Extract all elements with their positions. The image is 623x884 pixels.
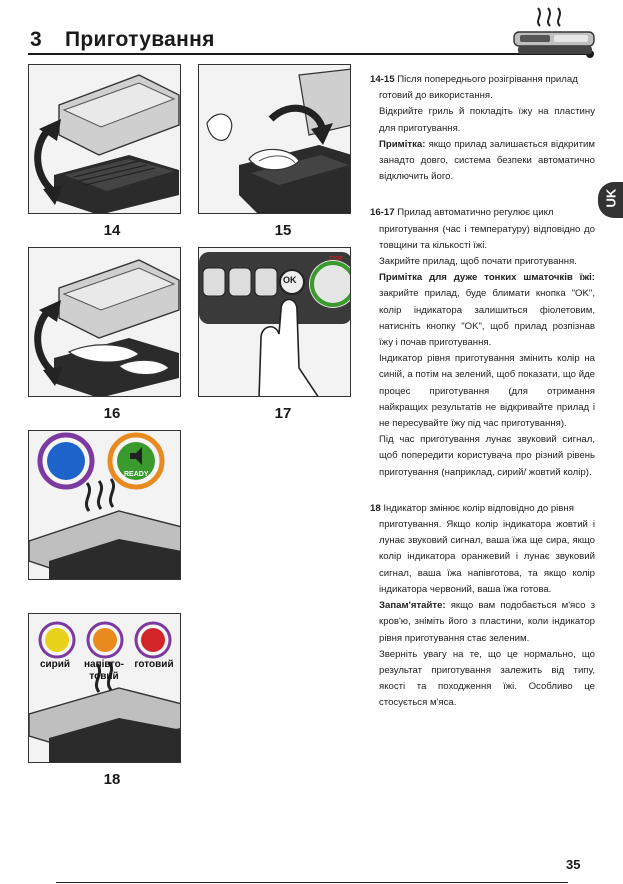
step-14-15 [370, 72, 595, 185]
step-18-levels: приготування. Якщо колір індикатора жовтий і лунає звуковий сигнал, ваша їжа ще сира, якщо колір індикатора оранжевий і лунає звуковий сигнал, ваша їжа напівготова, та якщо колір індикатора червоний, ваша їжа готова. [379, 519, 595, 595]
header-rule [28, 53, 590, 55]
step-18-number: 18 [370, 502, 381, 514]
step-16-17-indicator: Індикатор рівня приготування змінить колір на синій, а потім на зелений, щоб показати, що йде процес приготування (для отримання найкращих результатів не відкривайте прилад і не пересувайте їжу під час приготування). [379, 353, 595, 430]
thin-food-note-text: закрийте прилад, буде блимати кнопка "OK", колір індикатора залишиться фіолетовим, натисніть кнопку "OK", щоб прилад розпізнав їжу і почав приготування. [379, 288, 595, 349]
figure-16-panel [28, 247, 181, 397]
step-14-15-open: Відкрийте гриль й покладіть їжу на пластину для приготування. [379, 106, 595, 134]
ready-label: READY [124, 471, 149, 478]
step-18-note-quality: Зверніть увагу на те, що це нормально, що результат приготування залежить від типу, якості та походження їжі. Особливо це стосується м'яса. [379, 648, 595, 709]
step-16-17-close: Закрийте прилад, щоб почати приготування. [379, 256, 577, 268]
step-14-15-text: Після попереднього розігрівання прилад [397, 74, 578, 85]
step-16-17-text: Прилад автоматично регулює цикл [394, 207, 554, 219]
figure-15-panel [198, 64, 351, 214]
grill-header-icon [510, 4, 598, 58]
thin-food-note-label: Примітка для дуже тонких шматочків їжі: [379, 272, 595, 284]
figure-indicator-panel [28, 430, 181, 580]
step-18 [370, 501, 595, 712]
step-16-17-number: 16-17 [370, 207, 395, 219]
level-medium-label: напівго- товий [83, 659, 125, 682]
note-label: Примітка: [379, 138, 426, 150]
section-title: Приготування [65, 28, 215, 51]
step-16-17-beep: Під час приготування лунає звуковий сигнал, щоб попередити користувача про різний рівень приготування (наприклад, сирий/ жовтий колір). [379, 434, 595, 478]
step-14-15-number: 14-15 [370, 74, 395, 85]
level-done-label: готовий [134, 659, 174, 670]
footer-rule [56, 882, 568, 883]
remember-label: Запам'ятайте: [379, 600, 446, 612]
instructions-column [370, 72, 595, 714]
step-16-17 [370, 205, 595, 480]
figure-14-panel [28, 64, 181, 214]
level-raw-label: сирий [39, 659, 71, 670]
step-14-15-note [370, 137, 595, 186]
ok-button-label: OK [283, 275, 297, 285]
figure-16-label: 16 [103, 405, 121, 422]
remember-text: якщо вам подобається м'ясо з кров'ю, зніміть його з пластини, коли індикатор рівня приготування стає зеленим. [379, 600, 595, 644]
section-header [30, 28, 590, 52]
step-18-remember [370, 598, 595, 647]
step-14-15-line2: готовий до використання. [379, 90, 493, 102]
page-number: 35 [566, 857, 581, 872]
note-text: якщо прилад залишається відкритим занадто довго, система безпеки автоматично відключить його. [379, 138, 595, 183]
section-number: 3 [30, 28, 42, 51]
stop-label: STOP [329, 256, 343, 262]
step-16-17-note [370, 270, 595, 351]
figure-17-label: 17 [274, 405, 292, 422]
figure-17-panel [198, 247, 351, 397]
language-tab-label: UK [603, 188, 619, 208]
step-18-text: Індикатор змінює колір відповідно до рівня [380, 502, 574, 514]
figure-18-panel [28, 613, 181, 763]
figure-14-label: 14 [103, 222, 121, 239]
language-tab [598, 182, 623, 218]
figure-18-label: 18 [103, 771, 121, 788]
step-16-17-cycle: приготування (час і температуру) відповідно до товщини та кількості їжі. [379, 223, 595, 251]
figure-15-label: 15 [274, 222, 292, 239]
